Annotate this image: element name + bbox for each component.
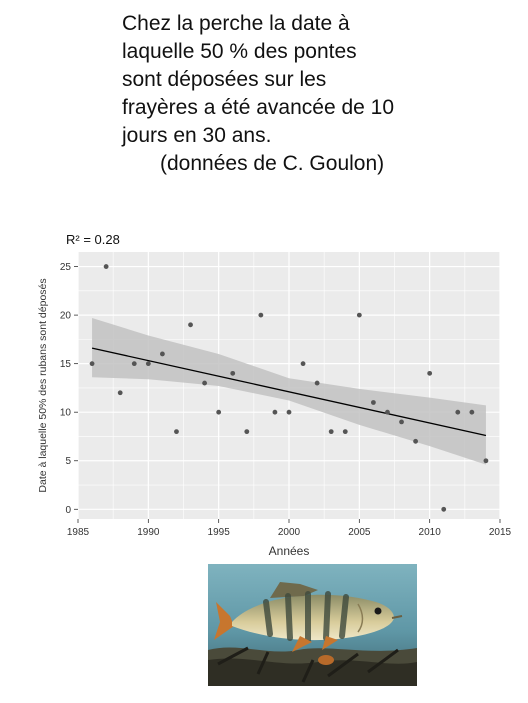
scatter-chart	[0, 222, 528, 562]
data-point	[357, 313, 362, 318]
data-point	[160, 352, 165, 357]
title-line: jours en 30 ans.	[122, 124, 272, 147]
y-tick-label: 0	[65, 504, 71, 516]
data-point	[315, 381, 320, 386]
data-point	[441, 507, 446, 512]
x-axis-label: Années	[268, 544, 310, 558]
y-tick-label: 15	[59, 359, 71, 371]
x-tick-label: 1995	[207, 527, 230, 538]
x-tick-label: 2015	[488, 527, 512, 538]
data-point	[188, 322, 193, 327]
data-point	[287, 410, 292, 415]
x-tick-label: 1985	[66, 527, 90, 538]
data-point	[118, 390, 123, 395]
data-point	[202, 381, 207, 386]
perch-fish-photo	[208, 564, 417, 686]
data-point	[371, 400, 376, 405]
data-point	[343, 429, 348, 434]
data-point	[455, 410, 460, 415]
data-point	[244, 429, 249, 434]
r-squared-annotation: R² = 0.28	[66, 232, 120, 247]
data-point	[413, 439, 418, 444]
data-point	[385, 410, 390, 415]
title-line: laquelle 50 % des pontes	[122, 40, 357, 63]
data-point	[301, 361, 306, 366]
y-tick-label: 5	[65, 456, 71, 468]
title-line: Chez la perche la date à	[122, 12, 350, 35]
data-point	[469, 410, 474, 415]
y-tick-label: 20	[59, 310, 71, 322]
y-axis-label: Date à laquelle 50% des rubans sont déposés	[37, 278, 49, 493]
data-point	[174, 429, 179, 434]
data-point	[104, 264, 109, 269]
data-point	[258, 313, 263, 318]
data-point	[230, 371, 235, 376]
title-line: frayères a été avancée de 10	[122, 96, 395, 119]
data-point	[216, 410, 221, 415]
data-point	[90, 361, 95, 366]
data-point	[399, 420, 404, 425]
data-point	[132, 361, 137, 366]
data-point	[329, 429, 334, 434]
y-tick-label: 10	[59, 407, 71, 419]
x-tick-label: 2010	[418, 527, 441, 538]
x-tick-label: 2000	[277, 527, 301, 538]
data-point	[146, 361, 151, 366]
slide-title	[122, 10, 522, 178]
x-tick-label: 2005	[348, 527, 371, 538]
data-point	[427, 371, 432, 376]
x-tick-label: 1990	[137, 527, 160, 538]
data-point	[484, 458, 489, 463]
title-line: sont déposées sur les	[122, 68, 327, 91]
y-tick-label: 25	[59, 262, 71, 274]
data-credit: (données de C. Goulon)	[160, 152, 385, 175]
data-point	[273, 410, 278, 415]
